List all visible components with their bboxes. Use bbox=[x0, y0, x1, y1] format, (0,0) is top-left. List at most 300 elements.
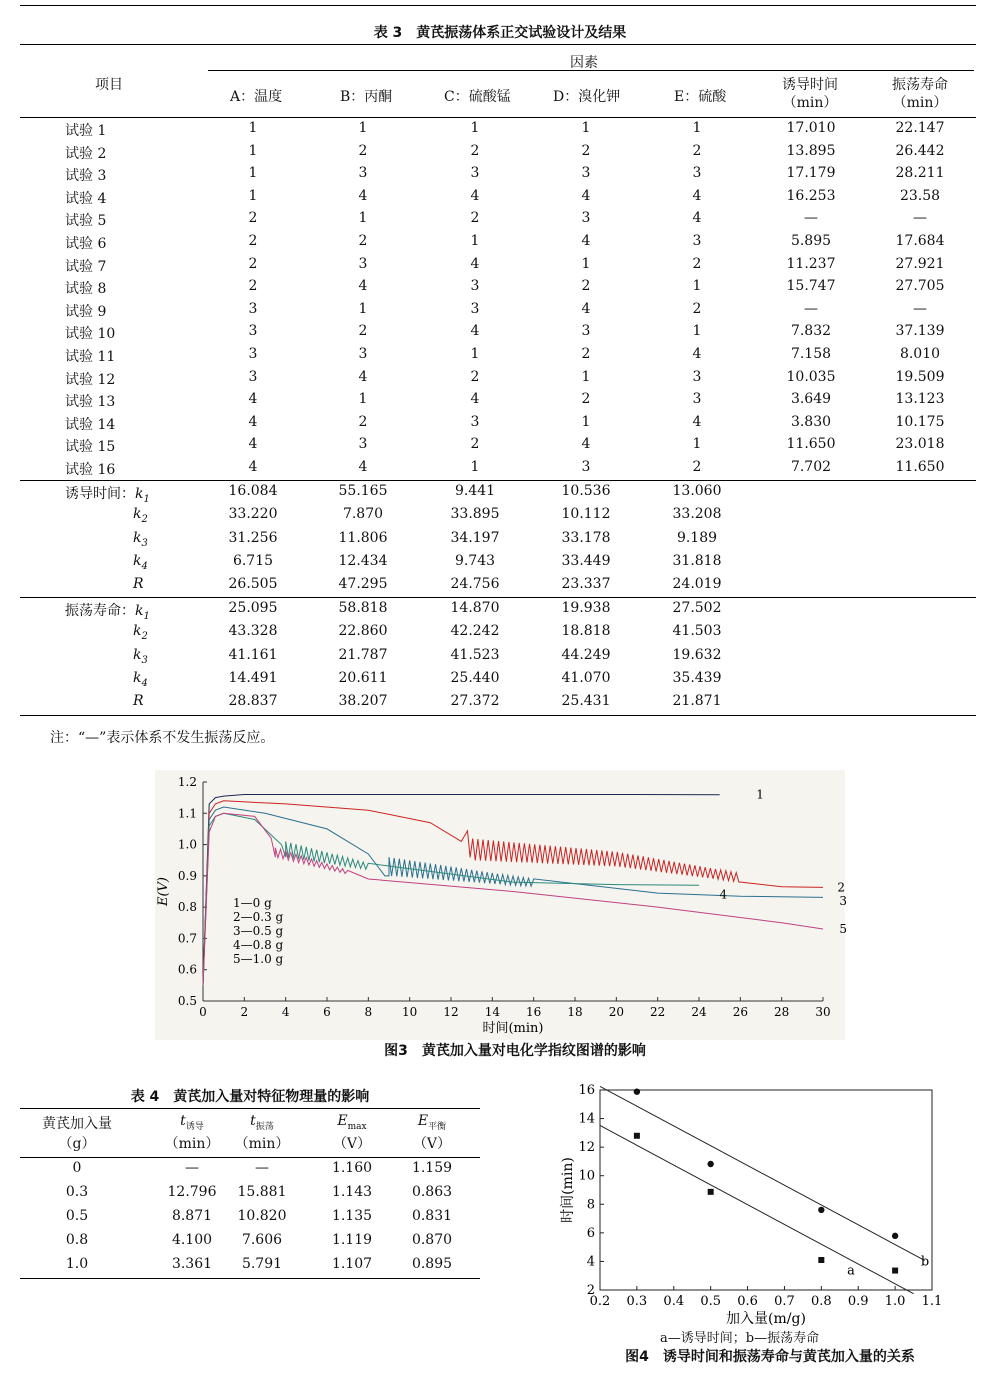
stat-cell: 58.818 bbox=[338, 600, 388, 616]
table-cell: 2 bbox=[470, 368, 480, 385]
table4-cell: 10.820 bbox=[237, 1208, 287, 1224]
table-cell: 1 bbox=[581, 368, 591, 385]
trial-label: 试验 4 bbox=[65, 190, 107, 207]
stat-cell: 33.895 bbox=[450, 506, 500, 523]
stat-cell: 20.611 bbox=[338, 669, 388, 686]
table-cell: 22.147 bbox=[895, 120, 945, 136]
table4-cell: 0 bbox=[72, 1160, 82, 1176]
stat-cell: 35.439 bbox=[672, 669, 722, 686]
stat-cell: 31.256 bbox=[228, 529, 278, 546]
table-cell: 4 bbox=[470, 187, 480, 204]
table-cell: 3 bbox=[248, 323, 258, 340]
table-cell: 3.830 bbox=[790, 413, 832, 430]
table-cell: 1 bbox=[692, 278, 702, 295]
curve-label-4: 4 bbox=[719, 887, 728, 902]
x-tick-label: 1.0 bbox=[884, 1294, 906, 1309]
table-cell: 3 bbox=[470, 413, 480, 430]
stat-cell: 55.165 bbox=[338, 483, 388, 499]
table-cell: 4 bbox=[248, 436, 258, 453]
table-cell: 4 bbox=[248, 413, 258, 430]
table-cell: 3 bbox=[358, 165, 368, 182]
table-cell: 3 bbox=[358, 255, 368, 272]
table-cell: 3 bbox=[581, 323, 591, 340]
x-tick-label: 0.9 bbox=[847, 1294, 869, 1309]
stat-cell: 28.837 bbox=[228, 693, 278, 710]
col-induction-header: 诱导时间 （min） bbox=[782, 77, 838, 111]
point-a bbox=[818, 1257, 824, 1263]
table-cell: 26.442 bbox=[895, 142, 945, 159]
table4-unit-cell: （V） bbox=[332, 1136, 372, 1152]
table4-cell: 0.3 bbox=[65, 1184, 89, 1200]
table3-mid-rule-2 bbox=[20, 597, 976, 598]
table-cell: 1 bbox=[470, 233, 480, 249]
x-tick-label: 0.3 bbox=[626, 1294, 648, 1309]
table4-cell: 1.135 bbox=[331, 1208, 373, 1224]
stat-cell: 42.242 bbox=[450, 623, 500, 640]
table-cell: 3 bbox=[581, 210, 591, 227]
table-cell: 8.010 bbox=[899, 346, 941, 362]
table-cell: 1 bbox=[248, 187, 258, 204]
x-axis-label: 加入量(m/g) bbox=[726, 1311, 806, 1327]
table4-header-cell: $E_{平衡}$ bbox=[417, 1113, 447, 1132]
stat-cell: 33.449 bbox=[561, 552, 611, 569]
stat-cell: 12.434 bbox=[338, 552, 388, 569]
factor-header-c: C：硫酸锰 bbox=[444, 89, 511, 105]
table-cell: 23.58 bbox=[899, 187, 941, 204]
table-cell: 3 bbox=[358, 346, 368, 362]
trial-label: 试验 2 bbox=[65, 145, 107, 162]
point-b bbox=[818, 1207, 824, 1213]
table-cell: 1 bbox=[581, 255, 591, 272]
fit-line-b bbox=[600, 1086, 925, 1260]
x-tick-label: 30 bbox=[815, 1005, 831, 1019]
table-cell: 19.509 bbox=[895, 368, 945, 385]
stat-cell: 34.197 bbox=[450, 529, 500, 546]
trial-label: 试验 9 bbox=[65, 303, 107, 320]
y-tick-label: 10 bbox=[578, 1168, 595, 1184]
x-tick-label: 22 bbox=[650, 1005, 666, 1019]
stat-cell: 10.112 bbox=[561, 506, 611, 523]
series-label-b: b bbox=[920, 1254, 930, 1270]
table4-caption: 表 4 黄芪加入量对特征物理量的影响 bbox=[130, 1089, 370, 1105]
trial-label: 试验 3 bbox=[65, 168, 107, 185]
stat-cell: 41.523 bbox=[450, 646, 500, 663]
y-tick-label: 1.2 bbox=[177, 775, 197, 789]
stat-cell: 10.536 bbox=[561, 483, 611, 499]
y-tick-label: 6 bbox=[586, 1225, 595, 1241]
factor-group-rule bbox=[208, 70, 974, 71]
stat-cell: 25.440 bbox=[450, 669, 500, 686]
table-cell: 1 bbox=[358, 120, 368, 136]
table-cell: 4 bbox=[692, 413, 702, 430]
table-cell: 4 bbox=[581, 300, 591, 317]
table-cell: 4 bbox=[248, 459, 258, 475]
x-tick-label: 0.8 bbox=[810, 1294, 832, 1309]
y-tick-label: 0.6 bbox=[177, 962, 197, 977]
legend-entry: 5—1.0 g bbox=[233, 952, 284, 967]
table-cell: 1 bbox=[358, 210, 368, 227]
stat-cell: 11.806 bbox=[338, 529, 388, 546]
table-cell: 7.158 bbox=[790, 346, 832, 362]
table-cell: 2 bbox=[358, 142, 368, 159]
table-cell: 1 bbox=[248, 142, 258, 159]
k-symbol: R bbox=[133, 693, 144, 710]
figure3-caption: 图3 黄芪加入量对电化学指纹图谱的影响 bbox=[384, 1043, 646, 1059]
table4-header-cell: $t_{振荡}$ bbox=[250, 1113, 274, 1132]
table-cell: 3 bbox=[470, 300, 480, 317]
x-tick-label: 12 bbox=[443, 1005, 459, 1019]
table4-header-cell: 黄芪加入量 bbox=[42, 1116, 112, 1132]
table-cell: 3.649 bbox=[790, 391, 832, 408]
figure4-legend: a—诱导时间；b—振荡寿命 bbox=[660, 1331, 820, 1346]
table4-cell: 7.606 bbox=[241, 1232, 283, 1248]
y-tick-label: 1.0 bbox=[177, 837, 197, 852]
k-symbol: $k_1$ bbox=[135, 603, 150, 622]
trial-label: 试验 11 bbox=[65, 349, 116, 365]
table4-cell: 1.107 bbox=[331, 1256, 373, 1272]
trial-label: 试验 7 bbox=[65, 258, 107, 275]
stat-cell: 9.743 bbox=[454, 552, 496, 569]
table-cell: 3 bbox=[470, 165, 480, 182]
table-cell: 4 bbox=[692, 210, 702, 227]
table-cell: 2 bbox=[470, 210, 480, 227]
table-cell: 3 bbox=[248, 300, 258, 317]
table4-toprule bbox=[20, 1108, 480, 1109]
stat-cell: 33.178 bbox=[561, 529, 611, 546]
x-tick-label: 24 bbox=[691, 1005, 707, 1019]
figure4-caption: 图4 诱导时间和振荡寿命与黄芪加入量的关系 bbox=[625, 1349, 915, 1365]
stat-cell: 22.860 bbox=[338, 623, 388, 640]
table4-cell: 4.100 bbox=[171, 1232, 213, 1248]
table-cell: 1 bbox=[470, 346, 480, 362]
table-cell: 1 bbox=[581, 413, 591, 430]
point-b bbox=[707, 1161, 713, 1167]
table4-cell: 8.871 bbox=[171, 1208, 213, 1224]
stat-cell: 27.372 bbox=[450, 693, 500, 710]
table-cell: 23.018 bbox=[895, 436, 945, 453]
table-cell: 4 bbox=[358, 368, 368, 385]
stat-cell: 6.715 bbox=[232, 552, 274, 569]
point-a bbox=[708, 1189, 714, 1195]
table4-cell: 0.8 bbox=[65, 1232, 89, 1248]
table3-toprule bbox=[20, 44, 976, 45]
stat-cell: 38.207 bbox=[338, 693, 388, 710]
table-cell: 3 bbox=[692, 165, 702, 182]
table4-unit-cell: （V） bbox=[412, 1136, 452, 1152]
stat-cell: 41.070 bbox=[561, 669, 611, 686]
table3-mid-rule-1 bbox=[20, 480, 976, 481]
table-cell: 15.747 bbox=[786, 278, 836, 295]
table4-cell: 1.0 bbox=[65, 1256, 89, 1272]
table-cell: 2 bbox=[248, 255, 258, 272]
curve-label-3: 3 bbox=[839, 893, 848, 908]
table-cell: 13.895 bbox=[786, 142, 836, 159]
y-axis-label: E(V) bbox=[156, 876, 171, 907]
stat-cell: 16.084 bbox=[228, 483, 278, 499]
trial-label: 试验 14 bbox=[65, 416, 116, 433]
table-cell: 4 bbox=[692, 346, 702, 362]
table-cell: 11.650 bbox=[786, 436, 836, 453]
x-tick-label: 6 bbox=[323, 1005, 331, 1019]
x-tick-label: 20 bbox=[608, 1005, 624, 1019]
table-cell: 3 bbox=[248, 368, 258, 385]
x-tick-label: 10 bbox=[402, 1005, 418, 1019]
stat-cell: 21.787 bbox=[338, 646, 388, 663]
y-tick-label: 16 bbox=[578, 1083, 595, 1098]
table-cell: 37.139 bbox=[895, 323, 945, 340]
table-cell: 3 bbox=[581, 459, 591, 475]
stat-cell: 14.491 bbox=[228, 669, 278, 686]
table4-cell: 1.160 bbox=[331, 1160, 373, 1176]
trial-label: 试验 16 bbox=[65, 462, 116, 478]
table-cell: 4 bbox=[581, 436, 591, 453]
figure3-chart bbox=[155, 770, 848, 1060]
table-cell: 28.211 bbox=[895, 165, 945, 182]
table-cell: 1 bbox=[248, 120, 258, 136]
x-tick-label: 0.2 bbox=[589, 1294, 611, 1309]
table4-cell: 0.895 bbox=[411, 1256, 453, 1272]
table-cell: 11.650 bbox=[895, 459, 945, 475]
k-symbol: $k_3$ bbox=[133, 529, 148, 549]
x-tick-label: 4 bbox=[281, 1005, 290, 1019]
table-cell: 1 bbox=[692, 120, 702, 136]
y-tick-label: 0.5 bbox=[177, 994, 197, 1008]
table4-cell: 1.119 bbox=[331, 1232, 373, 1248]
y-tick-label: 4 bbox=[586, 1254, 595, 1270]
table-cell: 4 bbox=[581, 187, 591, 204]
x-tick-label: 18 bbox=[567, 1005, 583, 1019]
stat-cell: 24.019 bbox=[672, 576, 722, 593]
y-tick-label: 2 bbox=[586, 1283, 595, 1298]
k-symbol: $k_2$ bbox=[133, 506, 148, 526]
table4-bottom-rule bbox=[20, 1278, 480, 1279]
stat-cell: 33.208 bbox=[672, 506, 722, 523]
stat-cell: 24.756 bbox=[450, 576, 500, 593]
y-axis-label: 时间(min) bbox=[560, 1157, 576, 1223]
table4-cell: 0.870 bbox=[411, 1232, 453, 1248]
table-cell: 3 bbox=[358, 436, 368, 453]
table-cell: 2 bbox=[358, 233, 368, 249]
table4-cell: 3.361 bbox=[171, 1256, 213, 1272]
table-cell: 10.035 bbox=[786, 368, 836, 385]
y-tick-label: 12 bbox=[578, 1140, 595, 1156]
curve-label-2: 2 bbox=[837, 880, 845, 895]
table3-bottom-rule bbox=[20, 715, 976, 716]
stat-cell: 47.295 bbox=[338, 576, 388, 593]
x-tick-label: 0.6 bbox=[737, 1294, 758, 1309]
table-cell: 27.921 bbox=[895, 255, 945, 272]
x-axis-label: 时间(min) bbox=[482, 1021, 544, 1036]
curve-label-1: 1 bbox=[756, 787, 764, 802]
k-symbol: R bbox=[133, 576, 144, 593]
table-cell: 2 bbox=[470, 436, 480, 453]
x-tick-label: 14 bbox=[484, 1005, 500, 1019]
point-a bbox=[892, 1268, 898, 1274]
x-tick-label: 26 bbox=[732, 1005, 748, 1019]
table-cell: 2 bbox=[248, 210, 258, 227]
stat-cell: 23.337 bbox=[561, 576, 611, 593]
table-cell: 13.123 bbox=[895, 391, 945, 408]
table4-cell: 0.831 bbox=[411, 1208, 453, 1224]
x-tick-label: 16 bbox=[526, 1005, 542, 1019]
table-cell: 3 bbox=[692, 233, 702, 249]
table3-header bbox=[20, 46, 976, 120]
trial-label: 试验 12 bbox=[65, 371, 116, 388]
table-cell: 2 bbox=[248, 233, 258, 249]
table-cell: — bbox=[913, 210, 927, 227]
table-cell: 4 bbox=[692, 187, 702, 204]
item-header: 项目 bbox=[95, 77, 123, 93]
legend-entry: 2—0.3 g bbox=[233, 910, 284, 925]
table-cell: 2 bbox=[581, 391, 591, 408]
stat-cell: 14.870 bbox=[450, 600, 500, 616]
stat-cell: 21.871 bbox=[672, 693, 722, 710]
table-cell: 1 bbox=[470, 120, 480, 136]
y-tick-label: 1.1 bbox=[177, 806, 197, 821]
table-cell: 4 bbox=[470, 391, 480, 408]
stat-cell: 9.189 bbox=[676, 529, 718, 546]
table-cell: 17.179 bbox=[786, 165, 836, 182]
table-cell: 4 bbox=[470, 323, 480, 340]
k-symbol: $k_4$ bbox=[133, 669, 148, 689]
table-cell: 3 bbox=[692, 368, 702, 385]
stat-cell: 26.505 bbox=[228, 576, 278, 593]
table-cell: — bbox=[804, 300, 818, 317]
x-tick-label: 28 bbox=[774, 1005, 790, 1019]
table-cell: 7.702 bbox=[790, 459, 832, 475]
table-cell: 4 bbox=[358, 278, 368, 295]
trial-label: 试验 15 bbox=[65, 439, 116, 456]
table-cell: 3 bbox=[248, 346, 258, 362]
legend-entry: 1—0 g bbox=[233, 896, 272, 911]
stat-cell: 27.502 bbox=[672, 600, 722, 616]
table-cell: 2 bbox=[581, 278, 591, 295]
table4-header-rule bbox=[20, 1157, 480, 1158]
top-rule bbox=[20, 5, 976, 6]
stat-cell: 19.938 bbox=[561, 600, 611, 616]
table-cell: — bbox=[804, 210, 818, 227]
table4-cell: 15.881 bbox=[237, 1184, 287, 1200]
stat-cell: 25.431 bbox=[561, 693, 611, 710]
col-oscillation-header: 振荡寿命 （min） bbox=[892, 77, 948, 111]
x-tick-label: 0 bbox=[199, 1005, 207, 1019]
k-symbol: $k_2$ bbox=[133, 623, 148, 643]
stat-cell: 43.328 bbox=[228, 623, 278, 640]
table3-note: 注：“—”表示体系不发生振荡反应。 bbox=[50, 730, 275, 746]
x-tick-label: 1.1 bbox=[921, 1294, 943, 1309]
y-tick-label: 0.9 bbox=[177, 868, 197, 883]
table-cell: 1 bbox=[470, 459, 480, 475]
table4-cell: 1.159 bbox=[411, 1160, 453, 1176]
table4-cell: 5.791 bbox=[241, 1256, 283, 1272]
trial-label: 试验 5 bbox=[65, 213, 107, 230]
trial-label: 试验 6 bbox=[65, 236, 107, 252]
table4-unit-cell: （min） bbox=[234, 1136, 290, 1152]
table-cell: 11.237 bbox=[786, 255, 836, 272]
table-cell: 1 bbox=[358, 391, 368, 408]
table-cell: 1 bbox=[581, 120, 591, 136]
table-cell: 4 bbox=[358, 187, 368, 204]
point-b bbox=[634, 1089, 640, 1095]
table4-unit-cell: （g） bbox=[58, 1136, 96, 1152]
x-tick-label: 0.7 bbox=[774, 1294, 795, 1309]
table-cell: 2 bbox=[581, 142, 591, 159]
stat-cell: 33.220 bbox=[228, 506, 278, 523]
factor-header-e: E：硫酸 bbox=[674, 89, 727, 105]
stats-label: 振荡寿命：$k_1$ bbox=[65, 603, 150, 622]
trial-label: 试验 1 bbox=[65, 123, 107, 139]
x-tick-label: 0.5 bbox=[700, 1294, 722, 1309]
table4-cell: — bbox=[185, 1160, 199, 1176]
x-tick-label: 8 bbox=[364, 1005, 373, 1019]
table-cell: 5.895 bbox=[790, 233, 832, 249]
table4-cell: 1.143 bbox=[331, 1184, 373, 1200]
table-cell: 27.705 bbox=[895, 278, 945, 295]
table3-caption: 表 3 黄芪振荡体系正交试验设计及结果 bbox=[373, 25, 627, 41]
legend-entry: 3—0.5 g bbox=[233, 924, 284, 939]
factor-header-b: B：丙酮 bbox=[340, 89, 393, 105]
stat-cell: 13.060 bbox=[672, 483, 722, 499]
table-cell: 2 bbox=[692, 300, 702, 317]
point-b bbox=[892, 1233, 898, 1239]
table-cell: 7.832 bbox=[790, 323, 832, 340]
stats-label: 诱导时间：$k_1$ bbox=[65, 486, 150, 505]
table-cell: 3 bbox=[581, 165, 591, 182]
table-cell: 2 bbox=[692, 255, 702, 272]
y-tick-label: 14 bbox=[578, 1111, 595, 1127]
trial-label: 试验 8 bbox=[65, 281, 107, 298]
stat-cell: 31.818 bbox=[672, 552, 722, 569]
table4-header-cell: $E_{max}$ bbox=[337, 1113, 367, 1132]
x-tick-label: 0.4 bbox=[663, 1294, 685, 1309]
table4-cell: — bbox=[255, 1160, 269, 1176]
table-cell: 2 bbox=[470, 142, 480, 159]
stat-cell: 9.441 bbox=[454, 483, 496, 499]
table4-cell: 0.5 bbox=[65, 1208, 89, 1224]
plot-frame bbox=[600, 1090, 932, 1290]
table-cell: 16.253 bbox=[786, 187, 836, 204]
k-symbol: $k_4$ bbox=[133, 552, 148, 572]
table-cell: 2 bbox=[358, 413, 368, 430]
table3-header-rule bbox=[20, 117, 976, 118]
fit-line-a bbox=[600, 1125, 914, 1293]
table-cell: 3 bbox=[470, 278, 480, 295]
stat-cell: 19.632 bbox=[672, 646, 722, 663]
legend-entry: 4—0.8 g bbox=[233, 938, 284, 953]
stat-cell: 44.249 bbox=[561, 646, 611, 663]
table-cell: 1 bbox=[692, 436, 702, 453]
table4-header-cell: $t_{诱导}$ bbox=[180, 1113, 204, 1132]
table-cell: — bbox=[913, 300, 927, 317]
stat-cell: 7.870 bbox=[342, 506, 384, 523]
stat-cell: 25.095 bbox=[228, 600, 278, 616]
table-cell: 2 bbox=[692, 459, 702, 475]
table-cell: 1 bbox=[248, 165, 258, 182]
point-a bbox=[634, 1133, 640, 1139]
table-cell: 1 bbox=[692, 323, 702, 340]
table-cell: 2 bbox=[358, 323, 368, 340]
x-tick-label: 2 bbox=[240, 1005, 249, 1019]
k-symbol: $k_3$ bbox=[133, 646, 148, 666]
table-cell: 2 bbox=[692, 142, 702, 159]
factor-header-a: A：温度 bbox=[230, 89, 283, 105]
table4-cell: 0.863 bbox=[411, 1184, 453, 1200]
stat-cell: 18.818 bbox=[561, 623, 611, 640]
y-tick-label: 0.7 bbox=[177, 931, 197, 946]
table-cell: 10.175 bbox=[895, 413, 945, 430]
trial-label: 试验 13 bbox=[65, 394, 116, 411]
factor-group-header: 因素 bbox=[570, 55, 598, 71]
